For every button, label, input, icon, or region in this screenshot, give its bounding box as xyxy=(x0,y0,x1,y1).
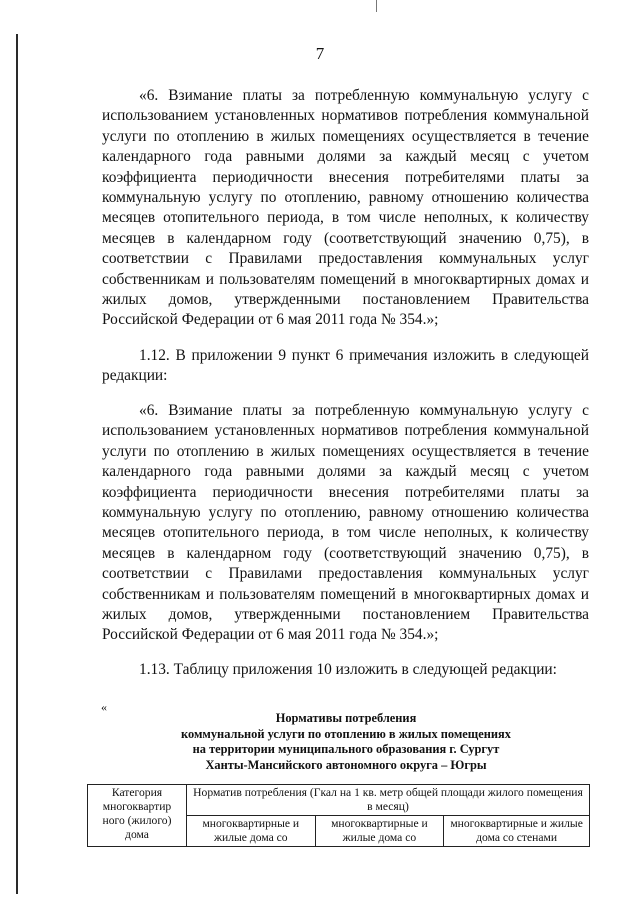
category-header-cell: Категория многоквартир ного (жилого) дома xyxy=(88,785,187,847)
table-title xyxy=(100,711,592,773)
scan-mark xyxy=(376,0,377,12)
table-title-line: Нормативы потребления xyxy=(275,711,417,725)
table-title-line: Ханты-Мансийского автономного округа – Югры xyxy=(205,757,487,772)
table-title-line: коммунальной услуги по отоплению в жилых помещениях xyxy=(181,726,511,741)
subheader-cell: многоквартирные и жилые дома со стенами xyxy=(444,816,590,847)
norms-table xyxy=(87,784,590,847)
page-number: 7 xyxy=(315,44,325,63)
paragraph-item-1-12: 1.12. В приложении 9 пункт 6 примечания изложить в следующей редакции: xyxy=(102,347,589,385)
norm-header-cell: Норматив потребления (Гкал на 1 кв. метр общей площади жилого помещения в месяц) xyxy=(187,785,590,816)
subheader-cell: многоквартирные и жилые дома со xyxy=(187,816,316,847)
table-title-line: на территории муниципального образования г. Сургут xyxy=(192,742,500,757)
paragraph-amendment-6-first: «6. Взимание платы за потребленную коммунальную услугу с использованием установленных нормативов потребления коммунальной услуги по отоплению в жилых помещениях осуществляется в течение календарного года равными долями за каждый месяц с учетом коэффициента периодичности внесения потребителями платы за коммунальную услугу по отоплению, равному отношению количества месяцев отопительного периода, в том числе неполных, к количеству месяцев в календарном году (соответствующий значению 0,75), в соответствии с Правилами предоставления коммунальных услуг собственникам и пользователям помещений в многоквартирных домах и жилых домов, утвержденными постановлением Правительства Российской Федерации от 6 мая 2011 года № 354.»; xyxy=(102,87,589,329)
table-open-quote: « xyxy=(101,700,107,714)
subheader-cell: многоквартирные и жилые дома со xyxy=(315,816,444,847)
paragraph-item-1-13: 1.13. Таблицу приложения 10 изложить в следующей редакции: xyxy=(139,661,557,678)
scan-edge-line xyxy=(16,34,18,894)
table-header-row xyxy=(88,785,590,816)
paragraph-amendment-6-second: «6. Взимание платы за потребленную коммунальную услугу с использованием установленных нормативов потребления коммунальной услуги по отоплению в жилых помещениях осуществляется в течение календарного года равными долями за каждый месяц с учетом коэффициента периодичности внесения потребителями платы за коммунальную услугу по отоплению, равному отношению количества месяцев отопительного периода, в том числе неполных, к количеству месяцев в календарном году (соответствующий значению 0,75), в соответствии с Правилами предоставления коммунальных услуг собственникам и пользователям помещений в многоквартирных домах и жилых домов, утвержденными постановлением Правительства Российской Федерации от 6 мая 2011 года № 354.»; xyxy=(102,402,589,644)
